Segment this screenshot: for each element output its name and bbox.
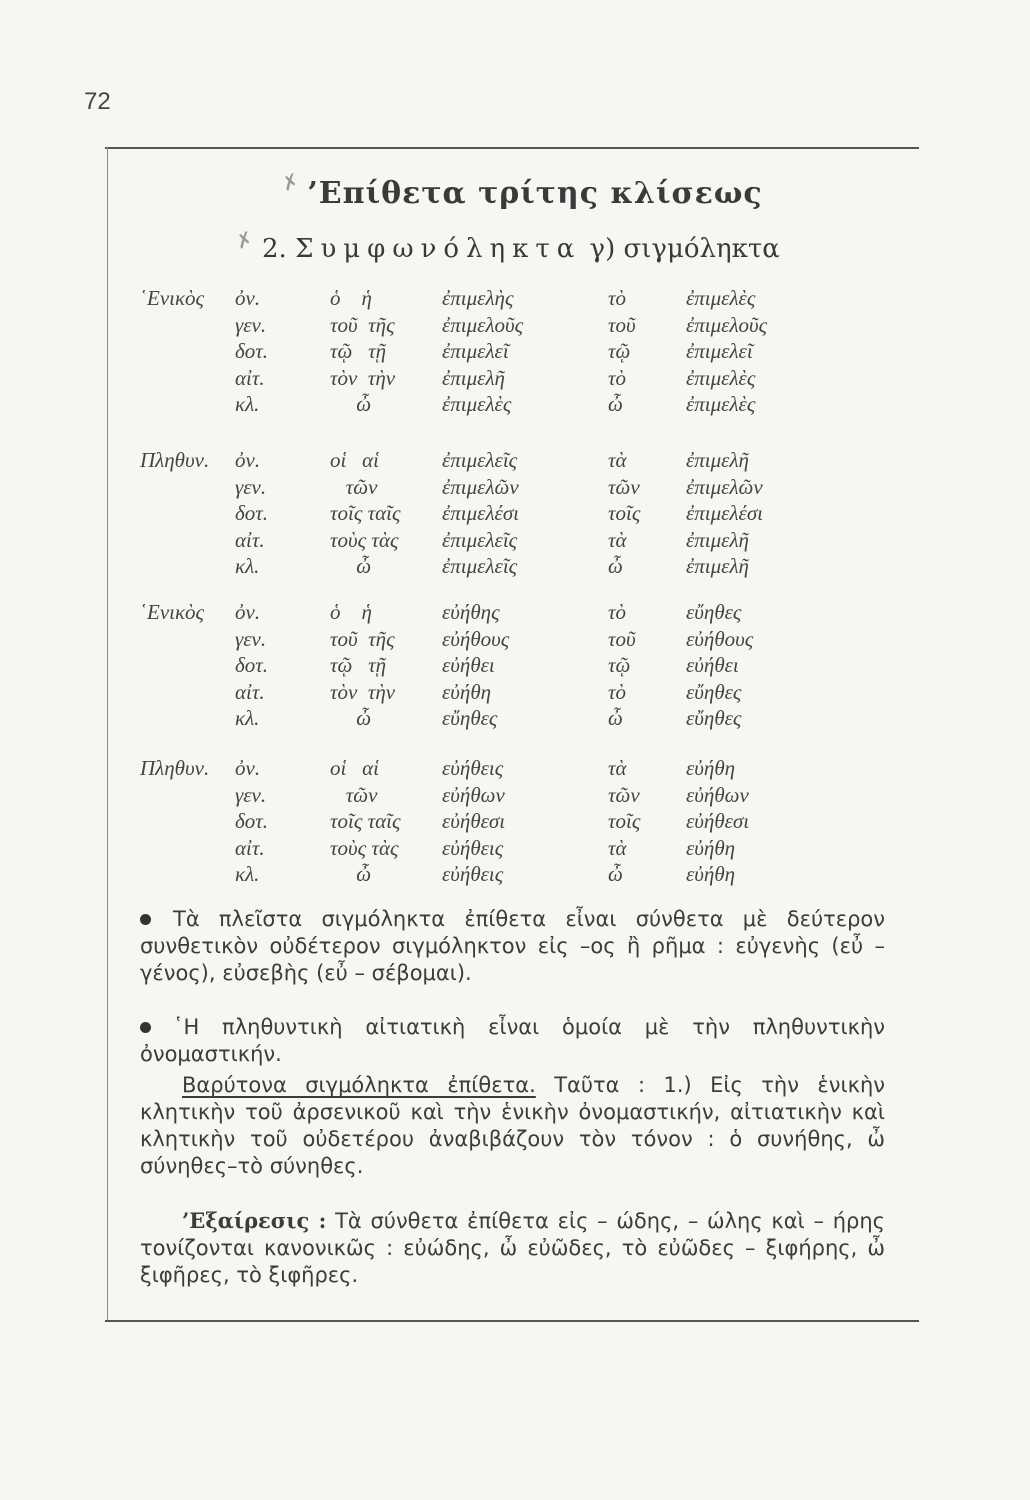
- note-text: Τὰ πλεῖστα σιγμόληκτα ἐπίθετα εἶναι σύνθετα μὲ δεύτερον συνθετικὸν οὐδέτερον σιγμόληκτον εἰς –ος ἢ ρῆμα : εὐγενὴς (εὖ – γένος), εὐσεβὴς (εὖ – σέβομαι).: [140, 907, 885, 985]
- neuter-article: τὰ: [608, 756, 627, 780]
- neuter-form: εὔηθες: [686, 706, 742, 730]
- underlined-heading: Βαρύτονα σιγμόληκτα ἐπίθετα.: [182, 1073, 536, 1097]
- neuter-article: τῶν: [608, 474, 640, 499]
- masc-fem-form: ἐπιμελῶν: [442, 474, 519, 499]
- neuter-article: τοῦ: [608, 626, 636, 651]
- masc-fem-form: ἐπιμελεῖ: [442, 339, 509, 363]
- masc-fem-article: τοὺς τὰς: [330, 835, 399, 860]
- case-label: κλ.: [235, 554, 260, 578]
- masc-fem-form: εὐήθεσι: [442, 809, 506, 833]
- neuter-form: ἐπιμελὲς: [686, 286, 756, 310]
- neuter-form: εὐήθους: [686, 626, 754, 651]
- neuter-form: ἐπιμελὲς: [686, 365, 756, 390]
- masc-fem-article: τοὺς τὰς: [330, 527, 399, 552]
- masc-fem-form: εὐήθεις: [442, 862, 504, 886]
- masc-fem-form: ἐπιμελεῖς: [442, 527, 518, 552]
- note-paragraph: [140, 1072, 885, 1180]
- masc-fem-form: εὐήθους: [442, 626, 510, 651]
- case-label: κλ.: [235, 862, 260, 886]
- case-label: γεν.: [235, 312, 267, 337]
- masc-fem-form: ἐπιμελὲς: [442, 392, 512, 416]
- masc-fem-form: εὐήθει: [442, 653, 495, 677]
- masc-fem-article: ὦ: [330, 862, 372, 886]
- neuter-article: ὦ: [608, 392, 623, 416]
- case-label: κλ.: [235, 706, 260, 730]
- case-label: ὀν.: [235, 756, 261, 780]
- case-label: αἰτ.: [235, 365, 265, 390]
- case-label: δοτ.: [235, 809, 269, 833]
- neuter-form: ἐπιμελῆ: [686, 448, 749, 472]
- masc-fem-article: τὸν τὴν: [330, 679, 396, 704]
- masc-fem-form: εὐήθεις: [442, 835, 504, 860]
- masc-fem-article: τοῖς ταῖς: [330, 501, 401, 525]
- neuter-article: ὦ: [608, 862, 623, 886]
- neuter-article: ὦ: [608, 554, 623, 578]
- case-label: δοτ.: [235, 339, 269, 363]
- case-label: δοτ.: [235, 653, 269, 677]
- neuter-article: ὦ: [608, 706, 623, 730]
- neuter-form: εὐήθη: [686, 835, 736, 860]
- pencil-mark-icon: ✗: [278, 167, 303, 197]
- neuter-form: ἐπιμελῆ: [686, 554, 749, 578]
- case-label: γεν.: [235, 626, 267, 651]
- bullet-icon: [140, 914, 151, 925]
- case-label: γεν.: [235, 782, 267, 807]
- masc-fem-form: ἐπιμελοῦς: [442, 312, 524, 337]
- neuter-form: ἐπιμελεῖ: [686, 339, 753, 363]
- masc-fem-article: τῷ τῇ: [330, 339, 387, 363]
- neuter-form: εὔηθες: [686, 600, 742, 624]
- neuter-form: εὐήθη: [686, 862, 736, 886]
- neuter-article: τὰ: [608, 835, 627, 860]
- note-text: Ταῦτα : 1.) Εἰς τὴν ἑνικὴν κλητικὴν τοῦ ἀρσενικοῦ καὶ τὴν ἑνικὴν ὀνομαστικήν, αἰτιατικὴν καὶ κλητικὴν τοῦ οὐδετέρου ἀναβιβάζουν τὸν τόνον : ὁ συνήθης, ὦ σύνηθες–τὸ σύνηθες.: [140, 1073, 885, 1178]
- bullet-icon: [140, 1022, 151, 1033]
- neuter-article: τοῖς: [608, 809, 641, 833]
- page-number: 72: [84, 88, 111, 115]
- neuter-article: τὸ: [608, 286, 627, 310]
- case-label: αἰτ.: [235, 679, 265, 704]
- top-rule: [105, 147, 919, 149]
- neuter-article: τῷ: [608, 653, 631, 677]
- section-subtitle: [262, 234, 780, 264]
- exception-label: ’Εξαίρεσις :: [182, 1208, 327, 1233]
- neuter-form: εὐήθων: [686, 782, 749, 807]
- section-subname: γ) σιγμόληκτα: [589, 234, 780, 264]
- masc-fem-form: ἐπιμελέσι: [442, 501, 520, 525]
- section-number: 2.: [262, 234, 287, 264]
- neuter-article: τὰ: [608, 448, 627, 472]
- masc-fem-form: εὐήθη: [442, 679, 492, 704]
- masc-fem-article: τοῖς ταῖς: [330, 809, 401, 833]
- note-paragraph: [140, 906, 885, 987]
- case-label: γεν.: [235, 474, 267, 499]
- page-title: ’Επίθετα τρίτης κλίσεως: [307, 176, 763, 211]
- bottom-rule: [105, 1320, 919, 1322]
- neuter-form: εὔηθες: [686, 679, 742, 704]
- neuter-form: εὐήθει: [686, 653, 739, 677]
- masc-fem-article: τοῦ τῆς: [330, 626, 395, 651]
- masc-fem-article: ὁ ἡ: [330, 600, 372, 624]
- masc-fem-form: ἐπιμελεῖς: [442, 448, 518, 472]
- neuter-form: εὐήθεσι: [686, 809, 750, 833]
- masc-fem-article: τῶν: [330, 474, 378, 499]
- masc-fem-article: οἱ αἱ: [330, 448, 379, 472]
- number-label: Πληθυν.: [140, 756, 210, 780]
- masc-fem-article: τὸν τὴν: [330, 365, 396, 390]
- masc-fem-form: εὐήθων: [442, 782, 505, 807]
- masc-fem-article: ὦ: [330, 706, 372, 730]
- neuter-form: ἐπιμελέσι: [686, 501, 764, 525]
- neuter-form: ἐπιμελῶν: [686, 474, 763, 499]
- neuter-article: τὸ: [608, 679, 627, 704]
- masc-fem-form: εὔηθες: [442, 706, 498, 730]
- masc-fem-article: τῶν: [330, 782, 378, 807]
- neuter-form: εὐήθη: [686, 756, 736, 780]
- neuter-article: τῷ: [608, 339, 631, 363]
- masc-fem-form: ἐπιμελεῖς: [442, 554, 518, 578]
- masc-fem-article: ὦ: [330, 554, 372, 578]
- case-label: αἰτ.: [235, 835, 265, 860]
- neuter-article: τοῖς: [608, 501, 641, 525]
- section-name: Συμφωνόληκτα: [295, 234, 582, 264]
- masc-fem-form: ἐπιμελὴς: [442, 286, 514, 310]
- case-label: δοτ.: [235, 501, 269, 525]
- neuter-article: τὸ: [608, 600, 627, 624]
- neuter-article: τῶν: [608, 782, 640, 807]
- masc-fem-article: τοῦ τῆς: [330, 312, 395, 337]
- neuter-form: ἐπιμελῆ: [686, 527, 749, 552]
- note-text: ῾Η πληθυντικὴ αἰτιατικὴ εἶναι ὁμοία μὲ τὴν πληθυντικὴν ὀνομαστικήν.: [140, 1015, 885, 1066]
- case-label: ὀν.: [235, 448, 261, 472]
- case-label: αἰτ.: [235, 527, 265, 552]
- neuter-form: ἐπιμελοῦς: [686, 312, 768, 337]
- note-paragraph: [140, 1207, 885, 1289]
- left-rule: [107, 147, 108, 1322]
- masc-fem-article: τῷ τῇ: [330, 653, 387, 677]
- masc-fem-article: οἱ αἱ: [330, 756, 379, 780]
- neuter-article: τὸ: [608, 365, 627, 390]
- neuter-article: τοῦ: [608, 312, 636, 337]
- neuter-article: τὰ: [608, 527, 627, 552]
- note-text: Τὰ σύνθετα ἐπίθετα εἰς – ώδης, – ώλης καὶ – ήρης τονίζονται κανονικῶς : εὐώδης, ὦ εὐῶδες, τὸ εὐῶδες – ξιφήρης, ὦ ξιφῆρες, τὸ ξιφῆρες.: [140, 1209, 885, 1287]
- case-label: ὀν.: [235, 286, 261, 310]
- case-label: ὀν.: [235, 600, 261, 624]
- neuter-form: ἐπιμελὲς: [686, 392, 756, 416]
- number-label: ῾Ενικὸς: [140, 286, 205, 310]
- note-paragraph: [140, 1014, 885, 1068]
- masc-fem-form: εὐήθης: [442, 600, 500, 624]
- masc-fem-form: ἐπιμελῆ: [442, 365, 505, 390]
- number-label: ῾Ενικὸς: [140, 600, 205, 624]
- masc-fem-article: ὁ ἡ: [330, 286, 372, 310]
- case-label: κλ.: [235, 392, 260, 416]
- masc-fem-form: εὐήθεις: [442, 756, 504, 780]
- pencil-mark-icon: ✗: [232, 225, 257, 255]
- masc-fem-article: ὦ: [330, 392, 372, 416]
- number-label: Πληθυν.: [140, 448, 210, 472]
